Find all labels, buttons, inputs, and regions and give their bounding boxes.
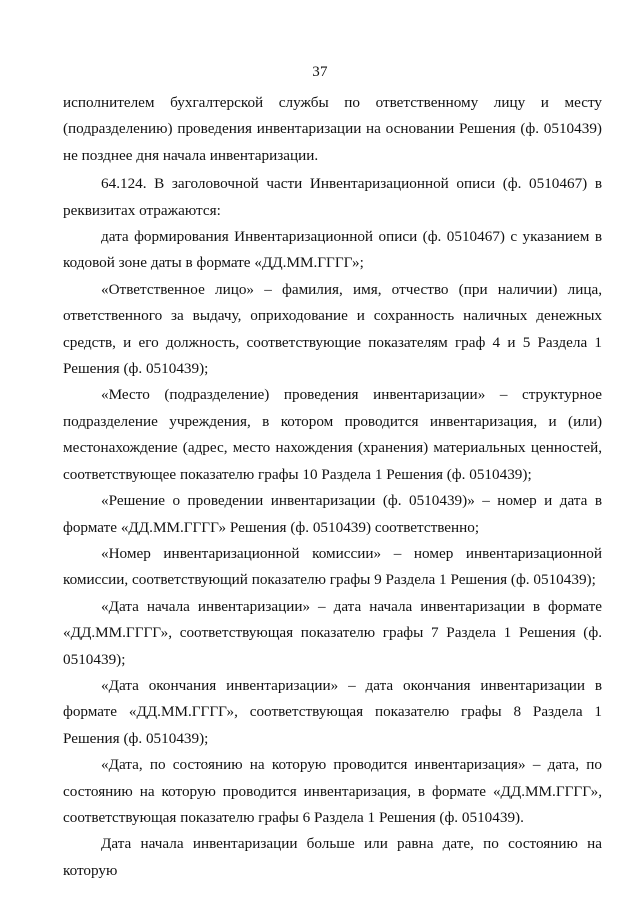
paragraph-end-date: «Дата окончания инвентаризации» – дата окончания инвентаризации в формате «ДД.ММ.ГГГГ», соответствующая показателю графы 8 Раздела 1 Решения (ф. 0510439); [63, 676, 602, 747]
paragraph-start-date: «Дата начала инвентаризации» – дата начала инвентаризации в формате «ДД.ММ.ГГГГ», соответствующая показателю графы 7 Раздела 1 Решения (ф. 0510439); [63, 597, 602, 668]
paragraph-inventory-place: «Место (подразделение) проведения инвентаризации» – структурное подразделение учреждения, в котором проводится инвентаризация, и (или) местонахождение (адрес, место нахождения (хранения) материальных ценностей, соответствующее показателю графы 10 Раздела 1 Решения (ф. 0510439); [63, 386, 602, 483]
paragraph-start-date-rule: Дата начала инвентаризации больше или равна дате, по состоянию на которую [63, 835, 602, 879]
paragraph-as-of-date: «Дата, по состоянию на которую проводится инвентаризация» – дата, по состоянию на которую проводится инвентаризация, в формате «ДД.ММ.ГГГГ», соответствующая показателю графы 6 Раздела 1 Решения (ф. 0510439). [63, 756, 602, 826]
paragraph-formation-date: дата формирования Инвентаризационной описи (ф. 0510467) с указанием в кодовой зоне даты в формате «ДД.ММ.ГГГГ»; [63, 228, 602, 272]
page-number: 37 [312, 64, 328, 80]
paragraph-continuation: исполнителем бухгалтерской службы по ответственному лицу и месту (подразделению) проведения инвентаризации на основании Решения (ф. 0510439) не позднее дня начала инвентаризации. [63, 94, 602, 164]
paragraph-inventory-decision: «Решение о проведении инвентаризации (ф. 0510439)» – номер и дата в формате «ДД.ММ.ГГГГ» Решения (ф. 0510439) соответственно; [63, 492, 602, 536]
paragraph-clause-64-124: 64.124. В заголовочной части Инвентаризационной описи (ф. 0510467) в реквизитах отражаются: [63, 175, 602, 219]
document-body [63, 90, 602, 884]
paragraph-responsible-person: «Ответственное лицо» – фамилия, имя, отчество (при наличии) лица, ответственного за выдачу, оприходование и сохранность наличных денежных средств, и его должность, соответствующие показателям граф 4 и 5 Раздела 1 Решения (ф. 0510439); [63, 280, 602, 378]
paragraph-commission-number: «Номер инвентаризационной комиссии» – номер инвентаризационной комиссии, соответствующий показателю графы 9 Раздела 1 Решения (ф. 0510439); [63, 544, 602, 589]
